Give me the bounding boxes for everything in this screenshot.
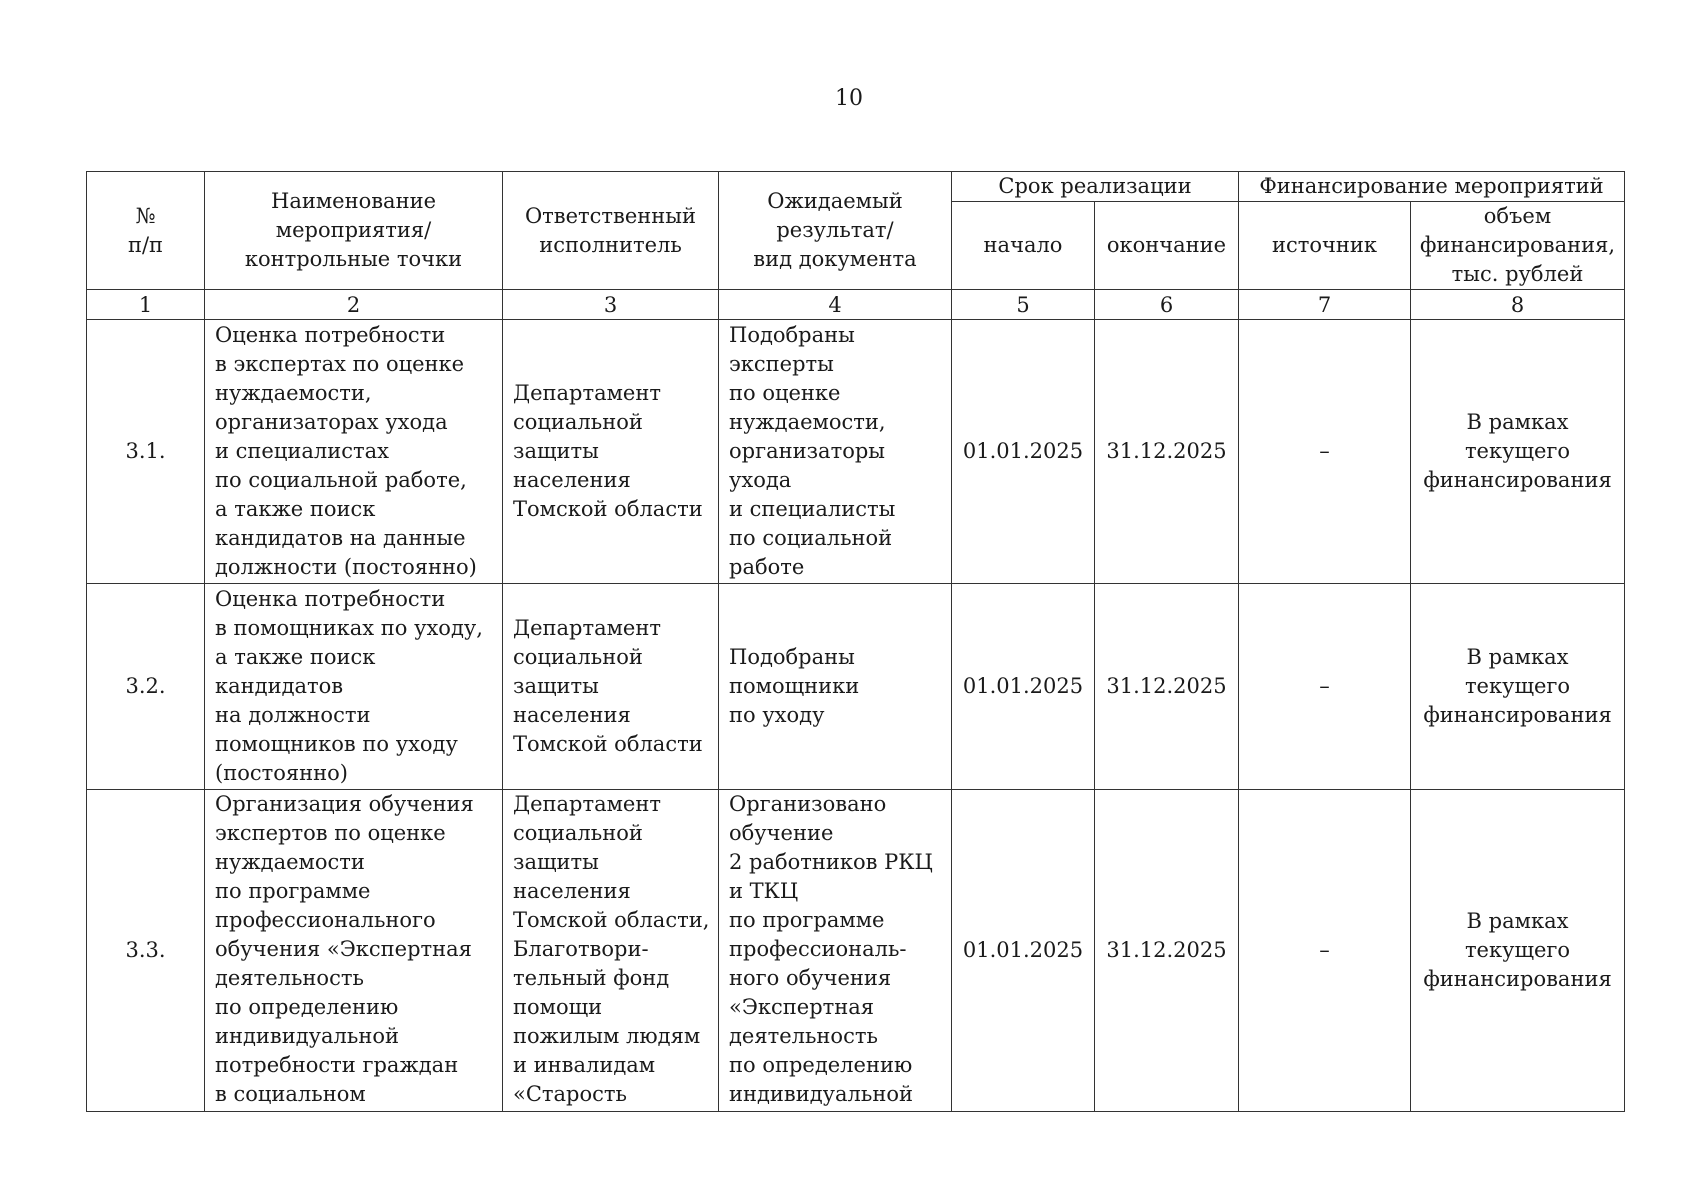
cell-line: финансирования, (1419, 233, 1616, 257)
cell-line: индивидуальной (729, 1082, 913, 1106)
page-number: 10 (835, 86, 863, 111)
cell-line: деятельность (729, 1024, 878, 1048)
cell-line: Департамент (513, 792, 661, 816)
cell-line: «Экспертная (729, 995, 875, 1019)
cell-line: помощников по уходу (215, 732, 458, 756)
cell-line: и ТКЦ (729, 879, 799, 903)
activities-table (86, 171, 1625, 1112)
row-number: 3.1. (87, 320, 205, 584)
cell-line: исполнитель (539, 232, 682, 257)
header-col-source: источник (1239, 202, 1411, 290)
cell-line: Томской области, (513, 908, 710, 932)
cell-line: защиты (513, 850, 599, 874)
cell-line: нуждаемости, (729, 410, 886, 434)
table-row (87, 320, 1625, 584)
row-responsible-text (513, 790, 712, 1109)
header-col-name (205, 172, 503, 290)
cell-line: в помощниках по уходу, (215, 616, 483, 640)
column-number-row (87, 290, 1625, 320)
header-col-start: начало (952, 202, 1095, 290)
cell-line: экспертов по оценке (215, 821, 446, 845)
cell-line: результат/ (776, 218, 894, 242)
cell-line: по оценке (729, 381, 841, 405)
cell-line: и специалисты (729, 497, 896, 521)
row-start-date: 01.01.2025 (952, 790, 1095, 1112)
cell-line: работе (729, 555, 805, 579)
cell-line: финансирования (1423, 468, 1612, 492)
cell-line: индивидуальной (215, 1024, 399, 1048)
row-expected-result (719, 790, 952, 1112)
cell-line: текущего (1464, 439, 1571, 463)
cell-line: помощники (729, 674, 860, 698)
cell-line: Благотвори- (513, 937, 649, 961)
cell-line: в экспертах по оценке (215, 352, 465, 376)
cell-line: по социальной (729, 526, 893, 550)
cell-line: нуждаемости, (215, 381, 372, 405)
row-responsible (503, 790, 719, 1112)
cell-line: Оценка потребности (215, 587, 446, 611)
row-activity-name-text (215, 585, 496, 788)
cell-line: пожилым людям (513, 1024, 701, 1048)
cell-line: Оценка потребности (215, 323, 446, 347)
row-expected-result (719, 584, 952, 790)
cell-line: «Старость (513, 1082, 627, 1106)
cell-line: на должности (215, 703, 371, 727)
cell-line: по программе (729, 908, 885, 932)
cell-line: по социальной работе, (215, 468, 467, 492)
cell-line: № (135, 203, 156, 228)
table-row (87, 790, 1625, 1112)
cell-line: населения (513, 879, 631, 903)
cell-line: тыс. рублей (1451, 262, 1584, 286)
row-expected-result (719, 320, 952, 584)
cell-line: Томской области (513, 497, 703, 521)
cell-line: социальной (513, 410, 643, 434)
cell-line: В рамках (1466, 645, 1569, 669)
header-col-result-text (725, 187, 945, 274)
cell-line: организаторах ухода (215, 410, 448, 434)
header-col-volume-text (1417, 202, 1618, 289)
cell-line: контрольные точки (244, 247, 463, 271)
cell-line: по определению (215, 995, 399, 1019)
row-start-date: 01.01.2025 (952, 320, 1095, 584)
row-end-date: 31.12.2025 (1095, 584, 1239, 790)
column-number: 6 (1095, 290, 1239, 320)
cell-line: Департамент (513, 381, 661, 405)
cell-line: обучения «Экспертная (215, 937, 472, 961)
column-number: 1 (87, 290, 205, 320)
row-funding-source: – (1239, 790, 1411, 1112)
row-funding-volume (1411, 790, 1625, 1112)
cell-line: а также поиск (215, 645, 376, 669)
cell-line: профессиональ- (729, 937, 907, 961)
row-funding-volume (1411, 320, 1625, 584)
cell-line: Подобраны (729, 323, 855, 347)
cell-line: 2 работников РКЦ (729, 850, 933, 874)
cell-line: финансирования (1423, 967, 1612, 991)
row-activity-name (205, 790, 503, 1112)
row-funding-volume (1411, 584, 1625, 790)
cell-line: а также поиск (215, 497, 376, 521)
cell-line: Подобраны (729, 645, 855, 669)
row-funding-volume-text (1417, 408, 1618, 495)
header-group-period: Срок реализации (952, 172, 1239, 202)
cell-line: по уходу (729, 703, 825, 727)
row-expected-result-text (729, 643, 945, 730)
column-number: 3 (503, 290, 719, 320)
cell-line: текущего (1464, 938, 1571, 962)
cell-line: социальной (513, 645, 643, 669)
cell-line: объем (1483, 204, 1552, 228)
cell-line: Наименование (271, 189, 436, 213)
column-number: 2 (205, 290, 503, 320)
header-col-end: окончание (1095, 202, 1239, 290)
row-funding-volume-text (1417, 907, 1618, 994)
header-col-num (87, 172, 205, 290)
column-number: 8 (1411, 290, 1625, 320)
cell-line: обучение (729, 821, 834, 845)
cell-line: населения (513, 468, 631, 492)
cell-line: защиты (513, 674, 599, 698)
row-activity-name-text (215, 321, 496, 582)
cell-line: кандидатов (215, 674, 344, 698)
row-funding-source: – (1239, 320, 1411, 584)
header-col-volume (1411, 202, 1625, 290)
row-funding-source: – (1239, 584, 1411, 790)
cell-line: Организация обучения (215, 792, 474, 816)
row-start-date: 01.01.2025 (952, 584, 1095, 790)
row-responsible-text (513, 614, 712, 759)
cell-line: вид документа (753, 247, 917, 271)
cell-line: деятельность (215, 966, 364, 990)
column-number: 5 (952, 290, 1095, 320)
cell-line: социальной (513, 821, 643, 845)
cell-line: помощи (513, 995, 603, 1019)
cell-line: по программе (215, 879, 371, 903)
cell-line: профессионального (215, 908, 436, 932)
cell-line: кандидатов на данные (215, 526, 466, 550)
cell-line: и инвалидам (513, 1053, 656, 1077)
header-col-name-text (211, 187, 496, 274)
cell-line: потребности граждан (215, 1053, 459, 1077)
cell-line: мероприятия/ (275, 218, 432, 242)
cell-line: в социальном (215, 1082, 366, 1106)
row-end-date: 31.12.2025 (1095, 790, 1239, 1112)
header-col-num-text (93, 202, 198, 260)
cell-line: нуждаемости (215, 850, 365, 874)
cell-line: по определению (729, 1053, 913, 1077)
cell-line: текущего (1464, 674, 1571, 698)
cell-line: должности (постоянно) (215, 555, 477, 579)
cell-line: Организовано (729, 792, 887, 816)
header-col-result (719, 172, 952, 290)
row-responsible (503, 320, 719, 584)
row-responsible (503, 584, 719, 790)
cell-line: В рамках (1466, 909, 1569, 933)
cell-line: Департамент (513, 616, 661, 640)
cell-line: и специалистах (215, 439, 389, 463)
row-responsible-text (513, 379, 712, 524)
row-number: 3.2. (87, 584, 205, 790)
row-end-date: 31.12.2025 (1095, 320, 1239, 584)
table-row (87, 584, 1625, 790)
column-number: 4 (719, 290, 952, 320)
row-number: 3.3. (87, 790, 205, 1112)
cell-line: (постоянно) (215, 761, 348, 785)
header-group-financing: Финансирование мероприятий (1239, 172, 1625, 202)
header-col-responsible-text (509, 202, 712, 260)
row-activity-name-text (215, 790, 496, 1109)
row-funding-volume-text (1417, 643, 1618, 730)
cell-line: тельный фонд (513, 966, 670, 990)
cell-line: организаторы (729, 439, 885, 463)
row-expected-result-text (729, 790, 945, 1109)
cell-line: финансирования (1423, 703, 1612, 727)
cell-line: Томской области (513, 732, 703, 756)
cell-line: Ответственный (524, 203, 697, 228)
cell-line: ухода (729, 468, 792, 492)
cell-line: п/п (127, 232, 164, 257)
header-col-responsible (503, 172, 719, 290)
row-activity-name (205, 320, 503, 584)
cell-line: Ожидаемый (767, 189, 903, 213)
column-number: 7 (1239, 290, 1411, 320)
cell-line: В рамках (1466, 410, 1569, 434)
row-activity-name (205, 584, 503, 790)
cell-line: ного обучения (729, 966, 892, 990)
cell-line: населения (513, 703, 631, 727)
cell-line: эксперты (729, 352, 834, 376)
header-row-1 (87, 172, 1625, 202)
row-expected-result-text (729, 321, 945, 582)
cell-line: защиты (513, 439, 599, 463)
